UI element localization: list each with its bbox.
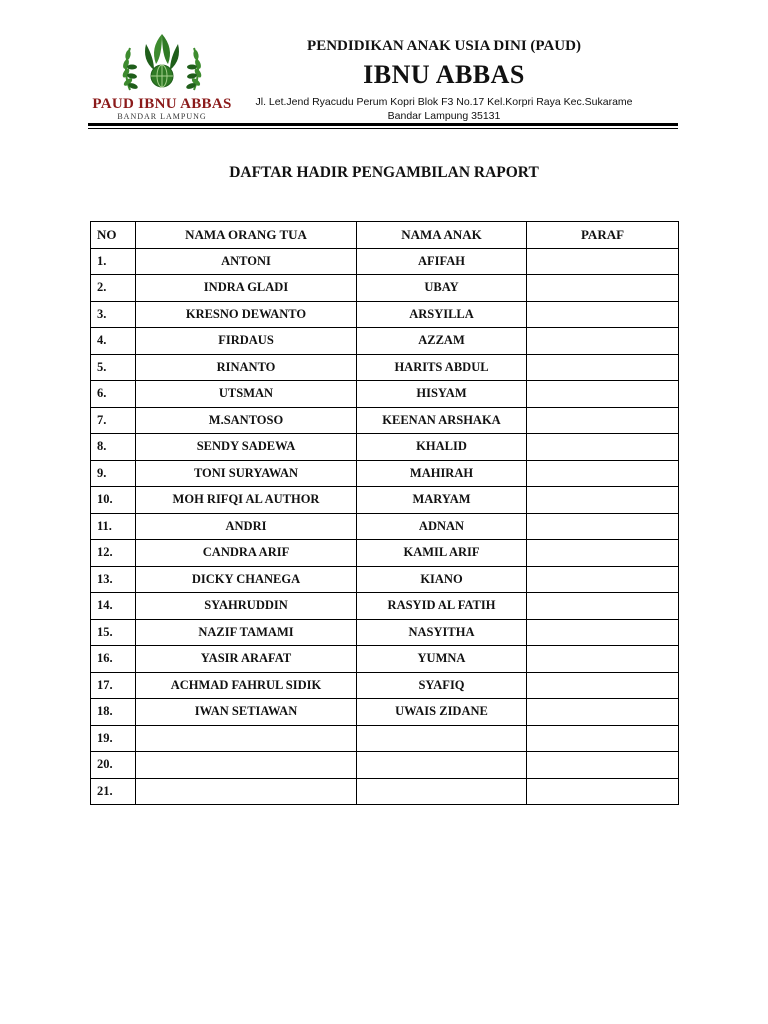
parent-name-cell: M.SANTOSO bbox=[136, 407, 357, 434]
table-row bbox=[91, 752, 679, 779]
row-number: 9. bbox=[91, 460, 136, 487]
table-row bbox=[91, 778, 679, 805]
table-row bbox=[91, 275, 679, 302]
parent-name-cell: INDRA GLADI bbox=[136, 275, 357, 302]
signature-cell bbox=[527, 354, 679, 381]
parent-name-cell: FIRDAUS bbox=[136, 328, 357, 355]
child-name-cell: KHALID bbox=[357, 434, 527, 461]
signature-cell bbox=[527, 328, 679, 355]
parent-name-cell: MOH RIFQI AL AUTHOR bbox=[136, 487, 357, 514]
child-name-cell: HISYAM bbox=[357, 381, 527, 408]
parent-name-cell: IWAN SETIAWAN bbox=[136, 699, 357, 726]
column-header-signature: PARAF bbox=[527, 222, 679, 249]
address-line-1: Jl. Let.Jend Ryacudu Perum Kopri Blok F3 No.17 Kel.Korpri Raya Kec.Sukarame bbox=[255, 96, 633, 108]
signature-cell bbox=[527, 752, 679, 779]
child-name-cell: HARITS ABDUL bbox=[357, 354, 527, 381]
table-row bbox=[91, 593, 679, 620]
parent-name-cell: SYAHRUDDIN bbox=[136, 593, 357, 620]
table-row bbox=[91, 619, 679, 646]
row-number: 18. bbox=[91, 699, 136, 726]
row-number: 11. bbox=[91, 513, 136, 540]
signature-cell bbox=[527, 699, 679, 726]
row-number: 6. bbox=[91, 381, 136, 408]
table-row bbox=[91, 699, 679, 726]
row-number: 19. bbox=[91, 725, 136, 752]
signature-cell bbox=[527, 434, 679, 461]
row-number: 2. bbox=[91, 275, 136, 302]
signature-cell bbox=[527, 646, 679, 673]
table-row bbox=[91, 434, 679, 461]
row-number: 12. bbox=[91, 540, 136, 567]
row-number: 10. bbox=[91, 487, 136, 514]
parent-name-cell: ACHMAD FAHRUL SIDIK bbox=[136, 672, 357, 699]
row-number: 14. bbox=[91, 593, 136, 620]
signature-cell bbox=[527, 460, 679, 487]
parent-name-cell: YASIR ARAFAT bbox=[136, 646, 357, 673]
child-name-cell: SYAFIQ bbox=[357, 672, 527, 699]
child-name-cell bbox=[357, 778, 527, 805]
address-line-2: Bandar Lampung 35131 bbox=[387, 110, 501, 122]
table-row bbox=[91, 646, 679, 673]
parent-name-cell: SENDY SADEWA bbox=[136, 434, 357, 461]
table-row bbox=[91, 407, 679, 434]
parent-name-cell bbox=[136, 778, 357, 805]
row-number: 20. bbox=[91, 752, 136, 779]
row-number: 8. bbox=[91, 434, 136, 461]
signature-cell bbox=[527, 407, 679, 434]
child-name-cell: UBAY bbox=[357, 275, 527, 302]
child-name-cell: YUMNA bbox=[357, 646, 527, 673]
logo-title: PAUD IBNU ABBAS bbox=[92, 96, 232, 112]
child-name-cell bbox=[357, 725, 527, 752]
signature-cell bbox=[527, 566, 679, 593]
row-number: 15. bbox=[91, 619, 136, 646]
document-title: DAFTAR HADIR PENGAMBILAN RAPORT bbox=[229, 164, 539, 181]
signature-cell bbox=[527, 672, 679, 699]
table-row bbox=[91, 540, 679, 567]
child-name-cell: KIANO bbox=[357, 566, 527, 593]
signature-cell bbox=[527, 540, 679, 567]
column-header-parent-name: NAMA ORANG TUA bbox=[136, 222, 357, 249]
header-rule-thick bbox=[88, 123, 678, 126]
parent-name-cell: RINANTO bbox=[136, 354, 357, 381]
logo-subtitle: BANDAR LAMPUNG bbox=[117, 112, 207, 121]
child-name-cell: UWAIS ZIDANE bbox=[357, 699, 527, 726]
child-name-cell: KAMIL ARIF bbox=[357, 540, 527, 567]
child-name-cell: KEENAN ARSHAKA bbox=[357, 407, 527, 434]
child-name-cell bbox=[357, 752, 527, 779]
parent-name-cell: ANDRI bbox=[136, 513, 357, 540]
parent-name-cell: UTSMAN bbox=[136, 381, 357, 408]
child-name-cell: MAHIRAH bbox=[357, 460, 527, 487]
header-rule-thin bbox=[88, 128, 678, 129]
signature-cell bbox=[527, 301, 679, 328]
row-number: 7. bbox=[91, 407, 136, 434]
table-row bbox=[91, 460, 679, 487]
parent-name-cell bbox=[136, 725, 357, 752]
table-row bbox=[91, 328, 679, 355]
table-row bbox=[91, 725, 679, 752]
school-name: IBNU ABBAS bbox=[363, 60, 525, 89]
table-row bbox=[91, 513, 679, 540]
signature-cell bbox=[527, 778, 679, 805]
signature-cell bbox=[527, 725, 679, 752]
table-row bbox=[91, 248, 679, 275]
school-logo bbox=[88, 30, 236, 122]
institution-type: PENDIDIKAN ANAK USIA DINI (PAUD) bbox=[307, 38, 581, 54]
child-name-cell: MARYAM bbox=[357, 487, 527, 514]
parent-name-cell: KRESNO DEWANTO bbox=[136, 301, 357, 328]
row-number: 4. bbox=[91, 328, 136, 355]
child-name-cell: ARSYILLA bbox=[357, 301, 527, 328]
child-name-cell: AZZAM bbox=[357, 328, 527, 355]
child-name-cell: AFIFAH bbox=[357, 248, 527, 275]
table-header-row bbox=[91, 222, 679, 249]
parent-name-cell: DICKY CHANEGA bbox=[136, 566, 357, 593]
signature-cell bbox=[527, 248, 679, 275]
signature-cell bbox=[527, 275, 679, 302]
signature-cell bbox=[527, 487, 679, 514]
table-row bbox=[91, 301, 679, 328]
child-name-cell: RASYID AL FATIH bbox=[357, 593, 527, 620]
parent-name-cell: ANTONI bbox=[136, 248, 357, 275]
column-header-no: NO bbox=[91, 222, 136, 249]
attendance-table bbox=[90, 221, 679, 805]
parent-name-cell: TONI SURYAWAN bbox=[136, 460, 357, 487]
child-name-cell: ADNAN bbox=[357, 513, 527, 540]
table-row bbox=[91, 672, 679, 699]
row-number: 1. bbox=[91, 248, 136, 275]
row-number: 21. bbox=[91, 778, 136, 805]
row-number: 17. bbox=[91, 672, 136, 699]
row-number: 16. bbox=[91, 646, 136, 673]
signature-cell bbox=[527, 619, 679, 646]
child-name-cell: NASYITHA bbox=[357, 619, 527, 646]
table-row bbox=[91, 354, 679, 381]
row-number: 5. bbox=[91, 354, 136, 381]
signature-cell bbox=[527, 381, 679, 408]
parent-name-cell: NAZIF TAMAMI bbox=[136, 619, 357, 646]
row-number: 3. bbox=[91, 301, 136, 328]
leaf-emblem-icon bbox=[120, 30, 204, 96]
row-number: 13. bbox=[91, 566, 136, 593]
table-row bbox=[91, 381, 679, 408]
table-row bbox=[91, 566, 679, 593]
signature-cell bbox=[527, 593, 679, 620]
parent-name-cell: CANDRA ARIF bbox=[136, 540, 357, 567]
table-row bbox=[91, 487, 679, 514]
signature-cell bbox=[527, 513, 679, 540]
column-header-child-name: NAMA ANAK bbox=[357, 222, 527, 249]
parent-name-cell bbox=[136, 752, 357, 779]
